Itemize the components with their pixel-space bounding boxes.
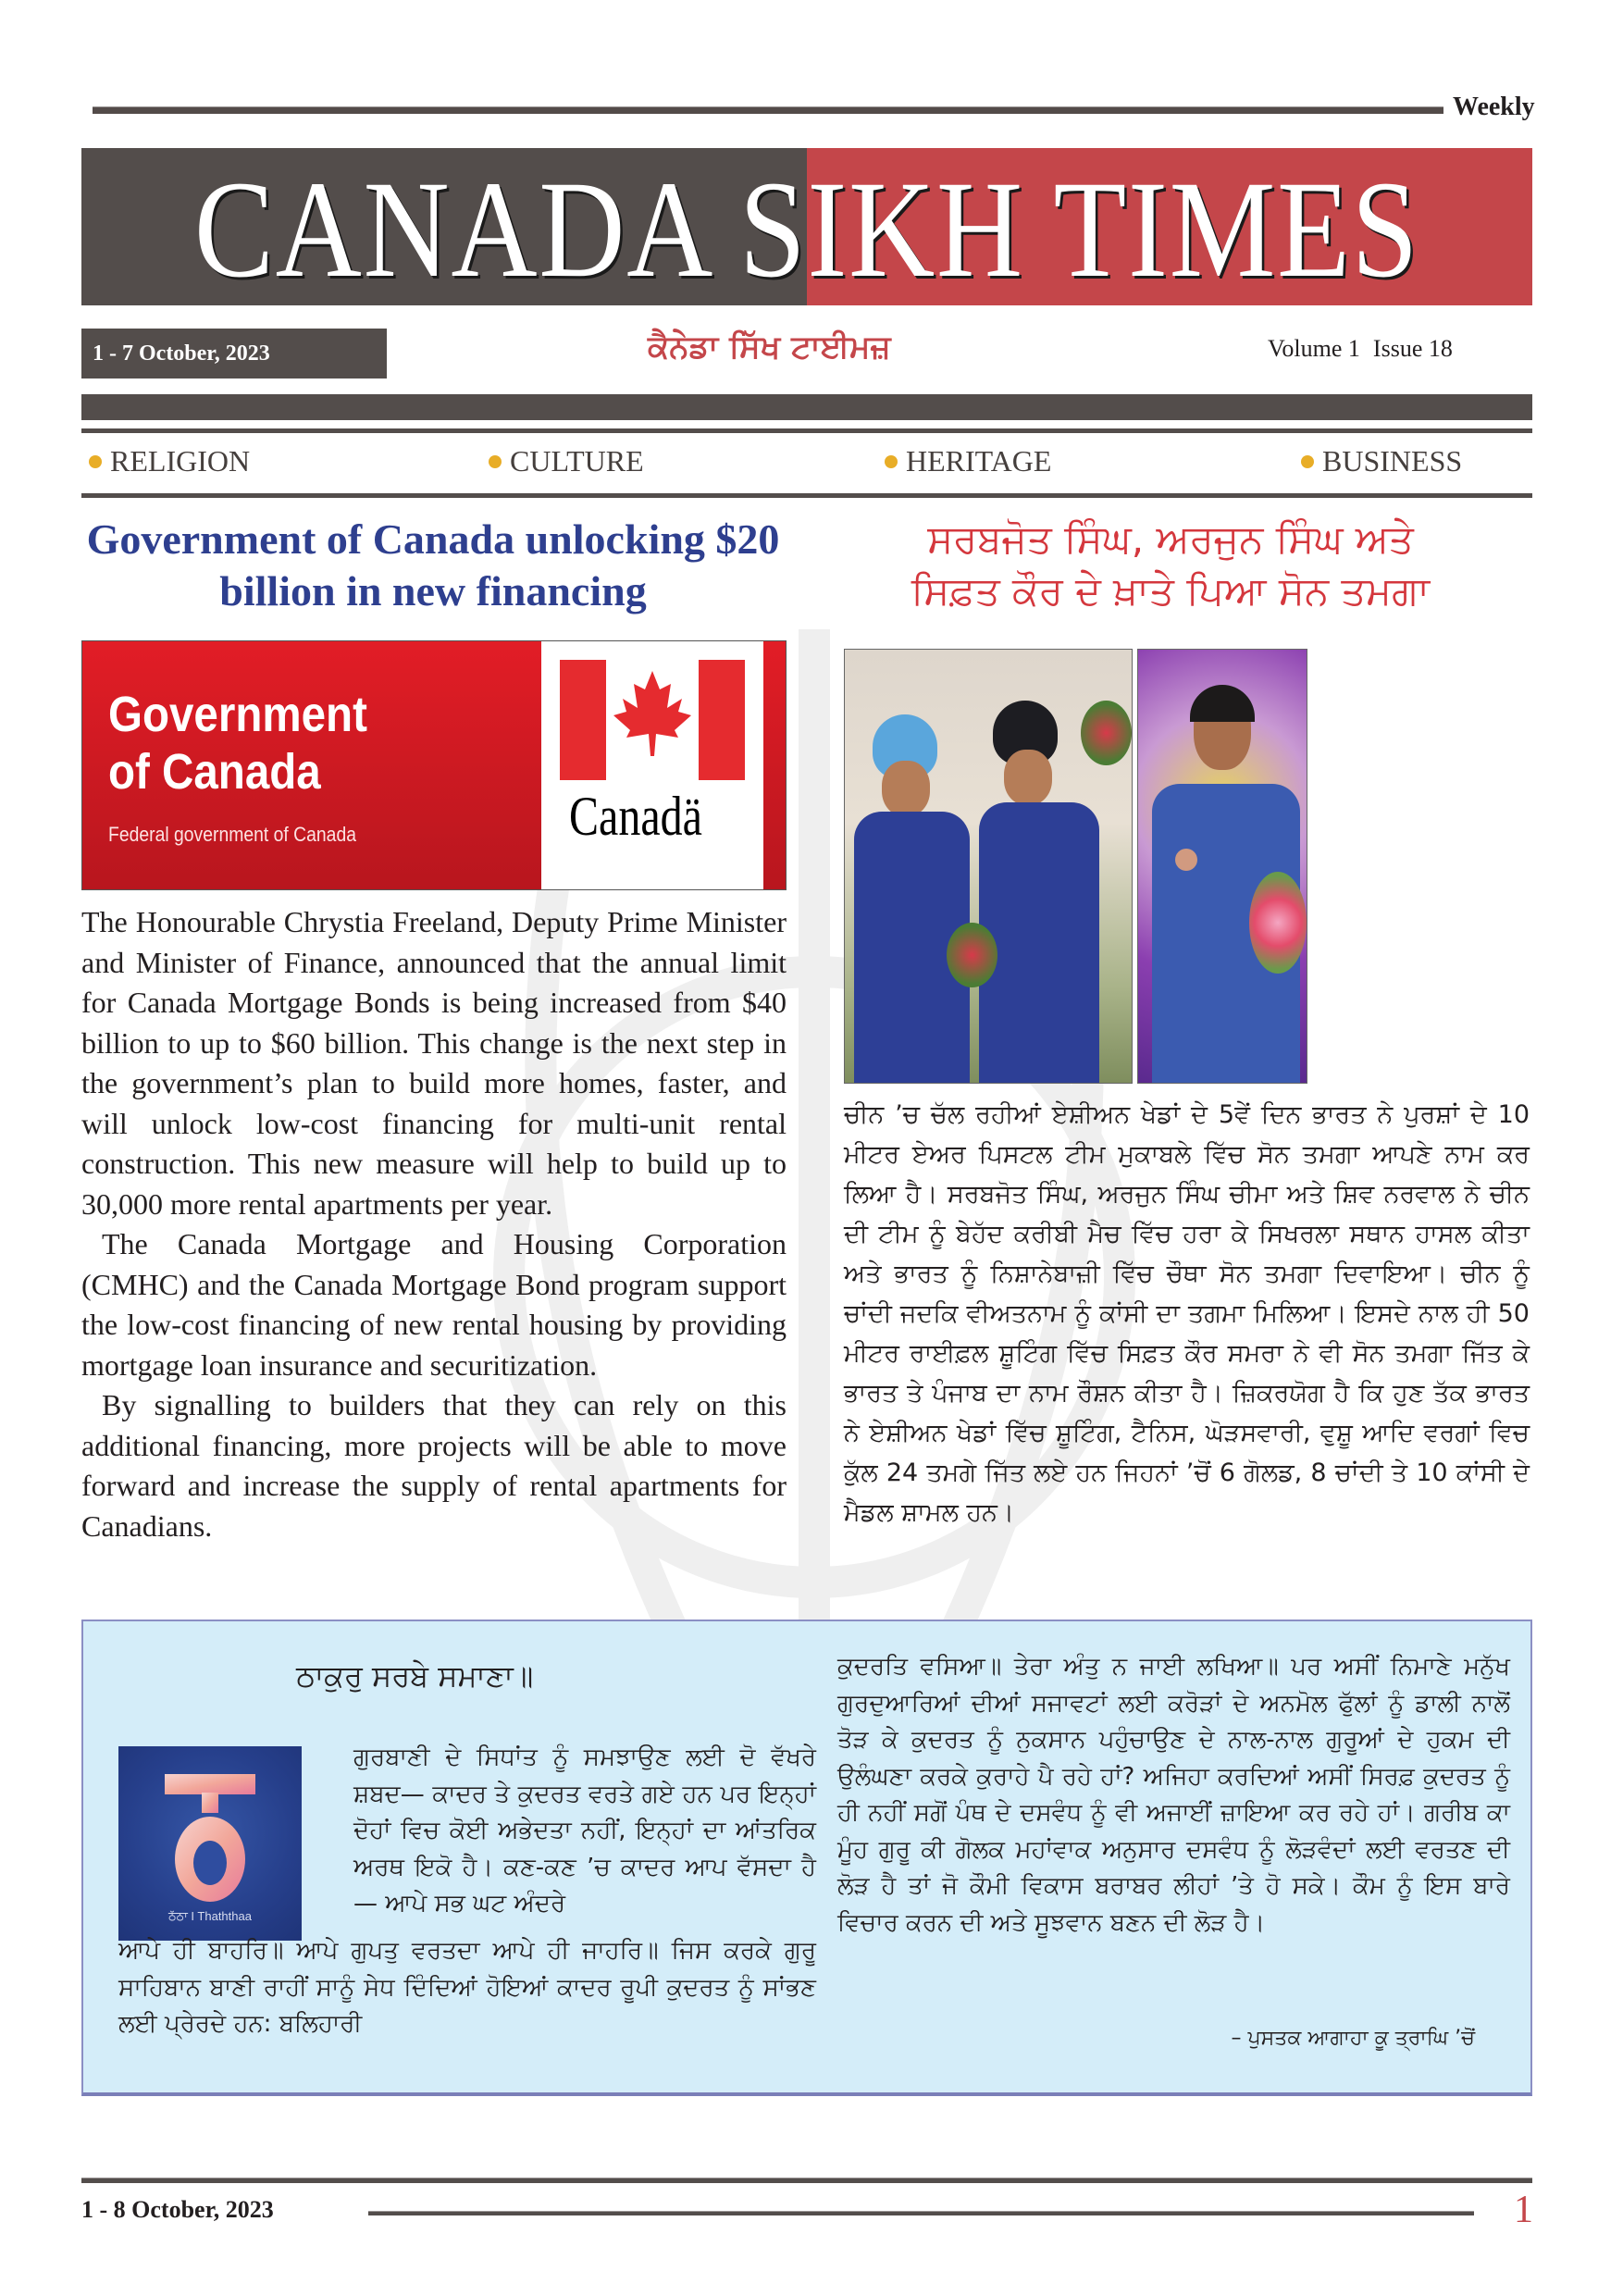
person-face bbox=[1004, 750, 1052, 805]
issue-label: Issue 18 bbox=[1372, 335, 1453, 362]
medal-icon bbox=[1175, 849, 1197, 871]
headline-line-1: ਸਰਬਜੋਤ ਸਿੰਘ, ਅਰਜੁਨ ਸਿੰਘ ਅਤੇ bbox=[927, 516, 1414, 562]
category-heritage[interactable]: HERITAGE bbox=[885, 444, 1051, 478]
bullet-icon bbox=[89, 455, 102, 468]
category-business[interactable]: BUSINESS bbox=[1301, 444, 1462, 478]
category-nav bbox=[81, 435, 1532, 489]
feature-text-left: ਆਪੇ ਹੀ ਬਾਹਰਿ॥ ਆਪੇ ਗੁਪਤੁ ਵਰਤਦਾ ਆਪੇ ਹੀ ਜਾਹਰਿ॥ ਜਿਸ ਕਰਕੇ ਗੁਰੂ ਸਾਹਿਬਾਨ ਬਾਣੀ ਰਾਹੀਂ ਸਾਨੂੰ ਸੇਧ ਦਿੰਦਿਆਂ ਹੋਇਆਂ ਕਾਦਰ ਰੂਪੀ ਕੁਦਰਤ ਨੂੰ ਸਾਂਭਣ ਲਈ ਪ੍ਰੇਰਦੇ ਹਨ: ਬਲਿਹਾਰੀ bbox=[118, 1937, 816, 2038]
paragraph: The Honourable Chrystia Freeland, Deputy Prime Minister and Minister of Finance, announced that the annual limit for Canada Mortgage Bonds is being increased from $40 billion to up to $60 billion. This change is the next step in the government’s plan to build more homes, faster, and will unlock low-cost financing for multi-unit rental construction. This new measure will help to build up to 30,000 more rental apartments per year. bbox=[81, 905, 787, 1221]
canada-flag-icon bbox=[560, 660, 745, 780]
feature-source: – ਪੁਸਤਕ ਆਗਾਹਾ ਕੂ ਤ੍ਰਾਘਿ ’ਚੋਂ bbox=[1231, 2027, 1475, 2050]
banner-title: Government of Canada bbox=[108, 687, 367, 800]
feature-box bbox=[81, 1620, 1532, 2096]
category-culture[interactable]: CULTURE bbox=[489, 444, 644, 478]
punjabi-article-headline bbox=[814, 514, 1527, 617]
bouquet bbox=[1081, 701, 1132, 765]
english-article-headline: Government of Canada unlocking $20 billion in new financing bbox=[86, 515, 780, 614]
footer-rule bbox=[368, 2211, 1474, 2215]
footer-rule-top bbox=[81, 2178, 1532, 2183]
person-hair bbox=[1190, 685, 1255, 722]
canada-wordmark: Canadä bbox=[569, 786, 702, 847]
person-face bbox=[882, 761, 930, 816]
bouquet bbox=[1249, 872, 1307, 974]
feature-text-right: ਕੁਦਰਤਿ ਵਸਿਆ॥ ਤੇਰਾ ਅੰਤੁ ਨ ਜਾਈ ਲਖਿਆ॥ ਪਰ ਅਸੀਂ ਨਿਮਾਣੇ ਮਨੁੱਖ ਗੁਰਦੁਆਰਿਆਂ ਦੀਆਂ ਸਜਾਵਟਾਂ ਲਈ ਕਰੋੜਾਂ ਦੇ ਅਨਮੋਲ ਫੁੱਲਾਂ ਨੂੰ ਡਾਲੀ ਨਾਲੋਂ ਤੋੜ ਕੇ ਕੁਦਰਤ ਨੂੰ ਨੁਕਸਾਨ ਪਹੁੰਚਾਉਣ ਦੇ ਨਾਲ-ਨਾਲ ਗੁਰੂਆਂ ਦੇ ਹੁਕਮ ਦੀ ਉਲੰਘਣਾ ਕਰਕੇ ਕੁਰਾਹੇ ਪੈ ਰਹੇ ਹਾਂ? ਅਜਿਹਾ ਕਰਦਿਆਂ ਅਸੀਂ ਸਿਰਫ਼ ਕੁਦਰਤ ਨੂੰ ਹੀ ਨਹੀਂ ਸਗੋਂ ਪੰਥ ਦੇ ਦਸਵੰਧ ਨੂੰ ਵੀ ਅਜਾਈਂ ਜ਼ਾਇਆ ਕਰ ਰਹੇ ਹਾਂ। ਗਰੀਬ ਕਾ ਮੂੰਹ ਗੁਰੂ ਕੀ ਗੋਲਕ ਮਹਾਂਵਾਕ ਅਨੁਸਾਰ ਦਸਵੰਧ ਨੂੰ ਲੋੜਵੰਦਾਂ ਲਈ ਵਰਤਣ ਦੀ ਲੋੜ ਹੈ ਤਾਂ ਜੋ ਕੌਮੀ ਵਿਕਾਸ ਬਰਾਬਰ ਲੀਹਾਂ ’ਤੇ ਹੋ ਸਕੇ। ਕੌਮ ਨੂੰ ਇਸ ਬਾਰੇ ਵਿਚਾਰ ਕਰਨ ਦੀ ਅਤੇ ਸੂਝਵਾਨ ਬਣਨ ਦੀ ਲੋੜ ਹੈ। bbox=[837, 1653, 1510, 1937]
issue-date: 1 - 7 October, 2023 bbox=[81, 329, 387, 379]
punjabi-masthead-title: ਕੈਨੇਡਾ ਸਿੱਖ ਟਾਈਮਜ਼ bbox=[648, 329, 891, 366]
person-jacket bbox=[979, 802, 1099, 1084]
paragraph: By signalling to builders that they can rely on this additional financing, more projects will be able to move forward and increase the supply of rental apartments for Canadians. bbox=[81, 1388, 787, 1543]
top-rule bbox=[93, 106, 1443, 114]
feature-text-side: ਗੁਰਬਾਣੀ ਦੇ ਸਿਧਾਂਤ ਨੂੰ ਸਮਝਾਉਣ ਲਈ ਦੋ ਵੱਖਰੇ ਸ਼ਬਦ— ਕਾਦਰ ਤੇ ਕੁਦਰਤ ਵਰਤੇ ਗਏ ਹਨ ਪਰ ਇਨ੍ਹਾਂ ਦੋਹਾਂ ਵਿਚ ਕੋਈ ਅਭੇਦਤਾ ਨਹੀਂ, ਇਨ੍ਹਾਂ ਦਾ ਆਂਤਰਿਕ ਅਰਥ ਇਕੋ ਹੈ। ਕਣ-ਕਣ ’ਚ ਕਾਦਰ ਆਪ ਵੱਸਦਾ ਹੈ— ਆਪੇ ਸਭ ਘਟ ਅੰਦਰੇ bbox=[353, 1744, 816, 1917]
canada-flag-panel bbox=[541, 641, 763, 889]
bullet-icon bbox=[489, 455, 502, 468]
english-article-body bbox=[81, 902, 787, 1546]
paragraph: The Canada Mortgage and Housing Corporation (CMHC) and the Canada Mortgage Bond program support the low-cost financing of new rental housing by providing mortgage loan insurance and securitization. bbox=[81, 1227, 787, 1382]
banner-subtitle: Federal government of Canada bbox=[108, 823, 356, 846]
masthead-title: CANADA SIKH TIMES bbox=[193, 153, 1420, 305]
frequency-label: Weekly bbox=[1453, 93, 1535, 121]
letter-caption: ਠੱਠਾ I Thaththaa bbox=[168, 1909, 252, 1923]
feature-box-title: ਠਾਕੁਰੁ ਸਰਬੇ ਸਮਾਣਾ॥ bbox=[296, 1658, 534, 1694]
category-rule-bottom bbox=[81, 493, 1532, 498]
page-number: 1 bbox=[1514, 2189, 1533, 2231]
team-medal-winners-photo bbox=[844, 649, 1133, 1084]
headline-line-2: ਸਿਫ਼ਤ ਕੌਰ ਦੇ ਖ਼ਾਤੇ ਪਿਆ ਸੋਨ ਤਮਗਾ bbox=[911, 568, 1431, 614]
category-rule-top bbox=[81, 428, 1532, 433]
bouquet bbox=[947, 923, 997, 987]
sift-kaur-samra-photo bbox=[1137, 649, 1307, 1084]
header-bar bbox=[81, 394, 1532, 420]
punjabi-article-body: ਚੀਨ ’ਚ ਚੱਲ ਰਹੀਆਂ ਏਸ਼ੀਅਨ ਖੇਡਾਂ ਦੇ 5ਵੇਂ ਦਿਨ ਭਾਰਤ ਨੇ ਪੁਰਸ਼ਾਂ ਦੇ 10 ਮੀਟਰ ਏਅਰ ਪਿਸਟਲ ਟੀਮ ਮੁਕਾਬਲੇ ਵਿੱਚ ਸੋਨ ਤਮਗਾ ਆਪਣੇ ਨਾਮ ਕਰ ਲਿਆ ਹੈ। ਸਰਬਜੋਤ ਸਿੰਘ, ਅਰਜੁਨ ਸਿੰਘ ਚੀਮਾ ਅਤੇ ਸ਼ਿਵ ਨਰਵਾਲ ਨੇ ਚੀਨ ਦੀ ਟੀਮ ਨੂੰ ਬੇਹੱਦ ਕਰੀਬੀ ਮੈਚ ਵਿੱਚ ਹਰਾ ਕੇ ਸਿਖਰਲਾ ਸਥਾਨ ਹਾਸਲ ਕੀਤਾ ਅਤੇ ਭਾਰਤ ਨੂੰ ਨਿਸ਼ਾਨੇਬਾਜ਼ੀ ਵਿੱਚ ਚੌਥਾ ਸੋਨ ਤਮਗਾ ਦਿਵਾਇਆ। ਚੀਨ ਨੂੰ ਚਾਂਦੀ ਜਦਕਿ ਵੀਅਤਨਾਮ ਨੂੰ ਕਾਂਸੀ ਦਾ ਤਗਮਾ ਮਿਲਿਆ। ਇਸਦੇ ਨਾਲ ਹੀ 50 ਮੀਟਰ ਰਾਈਫ਼ਲ ਸ਼ੂਟਿੰਗ ਵਿੱਚ ਸਿਫ਼ਤ ਕੌਰ ਸਮਰਾ ਨੇ ਵੀ ਸੋਨ ਤਮਗਾ ਜਿੱਤ ਕੇ ਭਾਰਤ ਤੇ ਪੰਜਾਬ ਦਾ ਨਾਮ ਰੌਸ਼ਨ ਕੀਤਾ ਹੈ। ਜ਼ਿਕਰਯੋਗ ਹੈ ਕਿ ਹੁਣ ਤੱਕ ਭਾਰਤ ਨੇ ਏਸ਼ੀਅਨ ਖੇਡਾਂ ਵਿੱਚ ਸ਼ੂਟਿੰਗ, ਟੈਨਿਸ, ਘੋੜਸਵਾਰੀ, ਵੁਸ਼ੂ ਆਦਿ ਵਰਗਾਂ ਵਿਚ ਕੁੱਲ 24 ਤਮਗੇ ਜਿੱਤ ਲਏ ਹਨ ਜਿਹਨਾਂ ’ਚੋਂ 6 ਗੋਲਡ, 8 ਚਾਂਦੀ ਤੇ 10 ਕਾਂਸੀ ਦੇ ਮੈਡਲ ਸ਼ਾਮਲ ਹਨ। bbox=[844, 1100, 1530, 1527]
government-of-canada-banner bbox=[81, 640, 787, 890]
volume-label: Volume 1 bbox=[1268, 335, 1360, 362]
category-religion[interactable]: RELIGION bbox=[89, 444, 250, 478]
masthead bbox=[81, 148, 1532, 305]
thaththaa-letter-icon bbox=[163, 1774, 257, 1904]
bullet-icon bbox=[1301, 455, 1314, 468]
volume-issue bbox=[1268, 335, 1453, 363]
gurmukhi-letter-card bbox=[118, 1746, 302, 1941]
bullet-icon bbox=[885, 455, 898, 468]
footer-date: 1 - 8 October, 2023 bbox=[81, 2196, 274, 2223]
